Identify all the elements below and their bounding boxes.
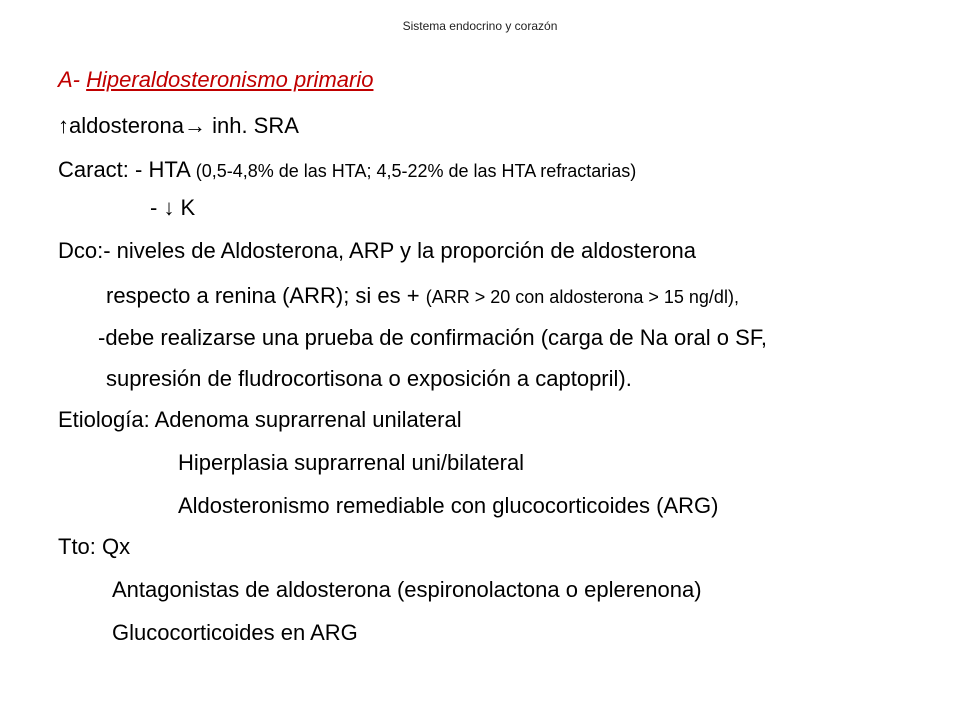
line-diagnostico: Dco:- niveles de Aldosterona, ARP y la proporción de aldosterona [58, 238, 696, 263]
title-prefix: A- [58, 67, 87, 92]
line-hipopotasemia: - ↓ K [150, 195, 196, 220]
arr-detail: (ARR > 20 con aldosterona > 15 ng/dl), [425, 287, 739, 307]
line-caracteristicas [58, 156, 636, 185]
caract-label: Caract: - HTA [58, 157, 196, 182]
line-confirmacion: -debe realizarse una prueba de confirmación (carga de Na oral o SF, [98, 325, 767, 350]
line-tratamiento: Tto: Qx [58, 534, 131, 559]
line-glucocorticoides: Glucocorticoides en ARG [112, 620, 358, 645]
line-hiperplasia: Hiperplasia suprarrenal uni/bilateral [178, 450, 525, 475]
line-supresion: supresión de fludrocortisona o exposición a captopril). [106, 366, 632, 391]
slide-header: Sistema endocrino y corazón [402, 19, 558, 33]
slide-title [58, 66, 373, 94]
title-text: Hiperaldosteronismo primario [86, 67, 374, 92]
line-arg: Aldosteronismo remediable con glucocorticoides (ARG) [178, 493, 719, 518]
caract-hta-detail: (0,5-4,8% de las HTA; 4,5-22% de las HTA refractarias) [195, 161, 637, 181]
line-diagnostico-arr [106, 282, 739, 311]
arr-text: respecto a renina (ARR); si es + [106, 283, 426, 308]
line-aldosterona: ↑aldosterona→ inh. SRA [58, 113, 299, 138]
line-etiologia: Etiología: Adenoma suprarrenal unilateral [58, 407, 462, 432]
line-antagonistas: Antagonistas de aldosterona (espironolactona o eplerenona) [112, 577, 702, 602]
